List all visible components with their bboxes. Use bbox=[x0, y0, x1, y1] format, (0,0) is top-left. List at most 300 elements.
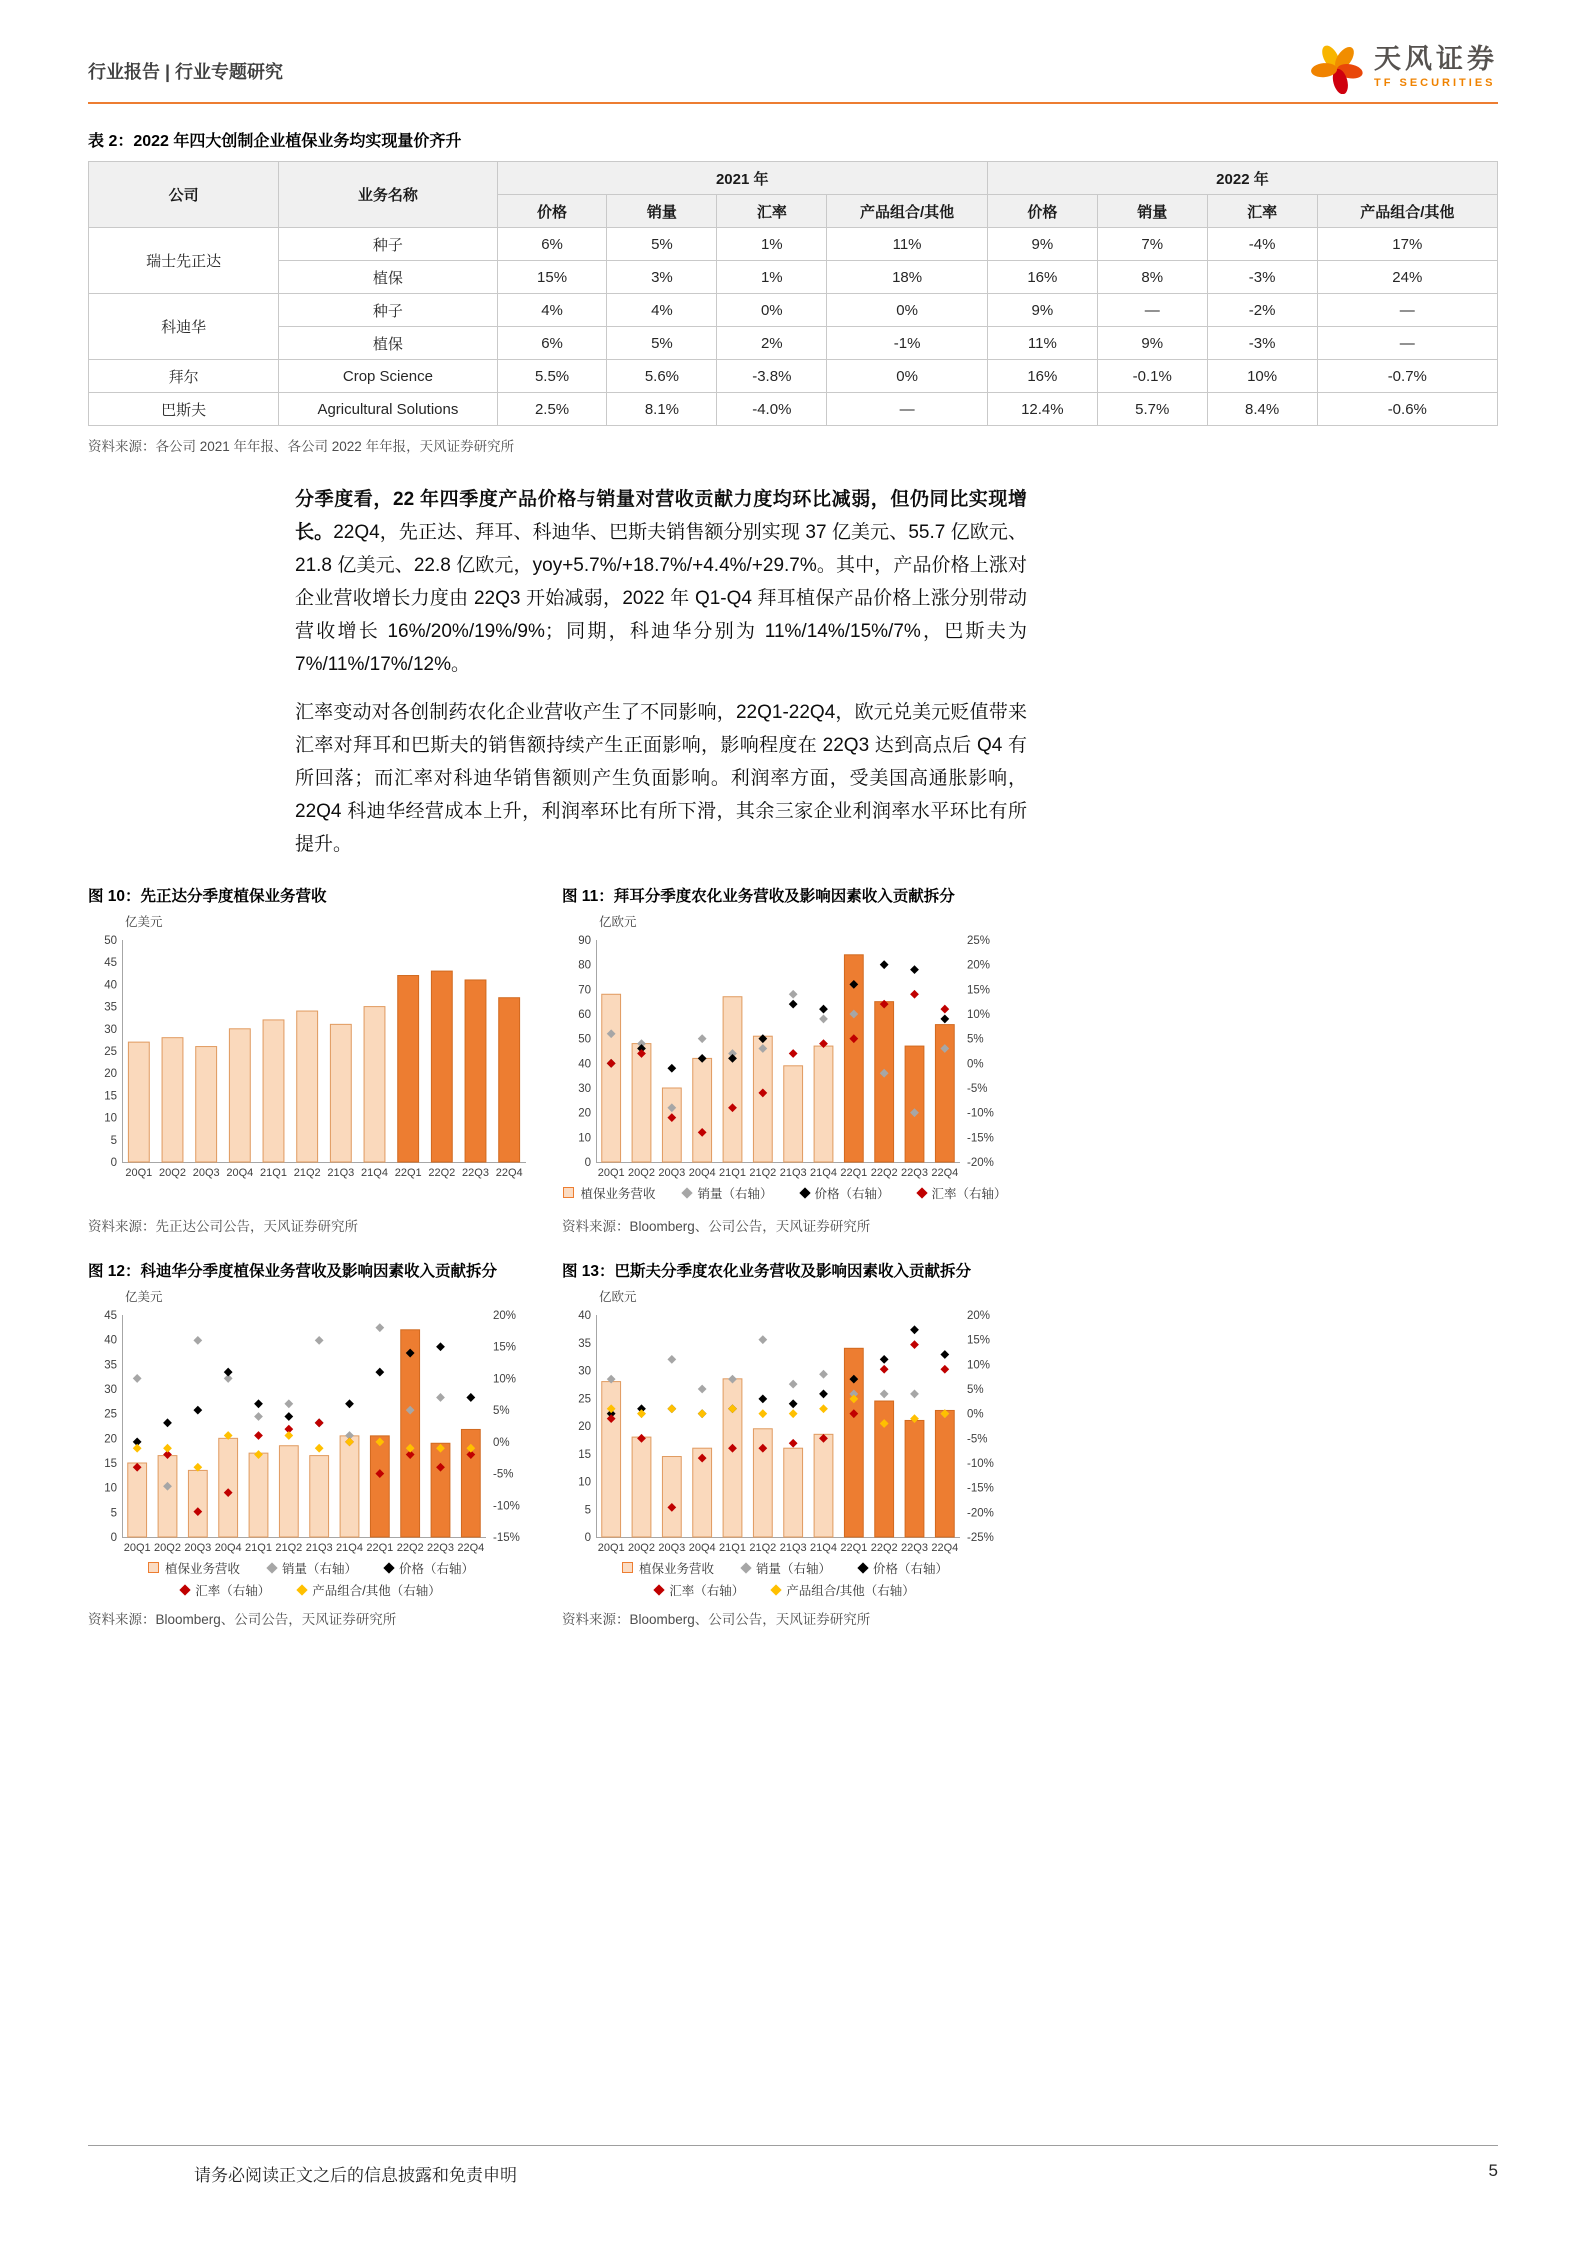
paragraph-body: 22Q4，先正达、拜耳、科迪华、巴斯夫销售额分别实现 37 亿美元、55.7 亿欧元、21.8 亿美元、22.8 亿欧元，yoy+5.7%/+18.7%/+4.4%/+29.7%。其中，产品价格上涨对企业营收增长力度由 22Q3 开始减弱，2022 年 Q1-Q4 拜耳植保产品价格上涨分别带动营收增长 16%/20%/19%/9%；同期，科迪华分别为 11%/14%/15%/7%，巴斯夫为 7%/11%/17%/12%。 bbox=[295, 522, 1027, 676]
value-cell: 4% bbox=[497, 294, 607, 327]
svg-text:21Q2: 21Q2 bbox=[293, 1166, 321, 1179]
business-cell: 种子 bbox=[279, 228, 497, 261]
legend-label: 汇率（右轴） bbox=[669, 1583, 745, 1598]
diamond-series-swatch bbox=[266, 1562, 277, 1573]
svg-text:20: 20 bbox=[104, 1432, 117, 1445]
legend-label: 植保业务营收 bbox=[638, 1561, 714, 1576]
svg-text:21Q3: 21Q3 bbox=[305, 1541, 333, 1554]
svg-text:35: 35 bbox=[104, 1001, 117, 1014]
x-axis-labels bbox=[124, 1542, 485, 1554]
svg-text:25: 25 bbox=[578, 1392, 591, 1405]
svg-text:21Q1: 21Q1 bbox=[260, 1166, 287, 1179]
value-cell: -4% bbox=[1207, 228, 1317, 261]
svg-text:22Q2: 22Q2 bbox=[396, 1541, 424, 1554]
chart-canvas bbox=[88, 1287, 534, 1557]
svg-text:20Q3: 20Q3 bbox=[658, 1541, 686, 1554]
table-row bbox=[89, 261, 1498, 294]
value-cell: 10% bbox=[1207, 360, 1317, 393]
chart-canvas bbox=[88, 912, 534, 1182]
legend-label: 价格（右轴） bbox=[873, 1561, 949, 1576]
left-axis-labels bbox=[104, 935, 117, 1169]
svg-text:15%: 15% bbox=[967, 983, 991, 996]
svg-text:0%: 0% bbox=[967, 1408, 984, 1421]
legend-item bbox=[801, 1184, 890, 1202]
x-axis-labels bbox=[598, 1542, 959, 1554]
svg-text:30: 30 bbox=[578, 1365, 591, 1378]
chart-legend-row bbox=[562, 1559, 1008, 1577]
value-cell: -0.1% bbox=[1097, 360, 1207, 393]
value-cell: 24% bbox=[1317, 261, 1497, 294]
scatter-series-0 bbox=[607, 1335, 949, 1418]
svg-text:5%: 5% bbox=[967, 1383, 984, 1396]
value-cell: 8.4% bbox=[1207, 393, 1317, 426]
value-cell: 0% bbox=[827, 294, 988, 327]
value-cell: 16% bbox=[987, 261, 1097, 294]
value-cell: — bbox=[1317, 294, 1497, 327]
value-cell: 1% bbox=[717, 261, 827, 294]
legend-label: 销量（右轴） bbox=[755, 1561, 831, 1576]
disclaimer: 请务必阅读正文之后的信息披露和免责申明 bbox=[194, 2166, 517, 2185]
value-cell: 17% bbox=[1317, 228, 1497, 261]
legend-item bbox=[655, 1581, 744, 1599]
chart-canvas bbox=[562, 1287, 1008, 1557]
chart-figure-12-corteva bbox=[88, 1259, 534, 1628]
value-cell: -1% bbox=[827, 327, 988, 360]
svg-text:30: 30 bbox=[104, 1383, 117, 1396]
svg-text:20Q4: 20Q4 bbox=[214, 1541, 242, 1554]
bar-series-swatch bbox=[148, 1562, 159, 1573]
svg-text:20Q4: 20Q4 bbox=[226, 1166, 254, 1179]
price-volume-table bbox=[88, 161, 1498, 426]
chart-legend-row bbox=[562, 1581, 1008, 1599]
svg-text:21Q2: 21Q2 bbox=[749, 1166, 777, 1179]
svg-text:21Q4: 21Q4 bbox=[810, 1166, 837, 1179]
chart-canvas bbox=[562, 912, 1008, 1182]
bar-series bbox=[128, 971, 519, 1162]
svg-text:21Q2: 21Q2 bbox=[749, 1541, 777, 1554]
col-header-price-2021: 价格 bbox=[497, 195, 607, 228]
svg-text:22Q2: 22Q2 bbox=[870, 1166, 898, 1179]
svg-text:22Q4: 22Q4 bbox=[457, 1541, 485, 1554]
svg-text:20Q2: 20Q2 bbox=[159, 1166, 186, 1179]
chart-figure-10-syngenta bbox=[88, 884, 534, 1235]
svg-text:22Q1: 22Q1 bbox=[840, 1166, 868, 1179]
col-header-2021: 2021 年 bbox=[497, 162, 987, 195]
svg-text:40: 40 bbox=[104, 1334, 117, 1347]
svg-text:20Q3: 20Q3 bbox=[192, 1166, 220, 1179]
left-axis-labels bbox=[104, 1310, 117, 1544]
svg-text:0: 0 bbox=[110, 1156, 117, 1169]
svg-text:22Q1: 22Q1 bbox=[394, 1166, 422, 1179]
value-cell: 2.5% bbox=[497, 393, 607, 426]
value-cell: 0% bbox=[717, 294, 827, 327]
report-category: 行业报告 | 行业专题研究 bbox=[88, 62, 284, 82]
legend-label: 汇率（右轴） bbox=[195, 1583, 271, 1598]
legend-item bbox=[148, 1559, 240, 1577]
chart-figure-13-basf bbox=[562, 1259, 1008, 1628]
svg-text:22Q3: 22Q3 bbox=[462, 1166, 489, 1179]
svg-text:20Q3: 20Q3 bbox=[658, 1166, 686, 1179]
value-cell: — bbox=[1097, 294, 1207, 327]
diamond-series-swatch bbox=[771, 1584, 782, 1595]
legend-item bbox=[298, 1581, 440, 1599]
table-title: 表 2：2022 年四大创制企业植保业务均实现量价齐升 bbox=[88, 133, 462, 150]
svg-text:20Q2: 20Q2 bbox=[628, 1166, 655, 1179]
axis-unit-label: 亿美元 bbox=[125, 1289, 163, 1304]
scatter-series-2 bbox=[133, 1418, 475, 1516]
value-cell: — bbox=[1317, 327, 1497, 360]
col-header-fx-2022: 汇率 bbox=[1207, 195, 1317, 228]
bar-series-swatch bbox=[622, 1562, 633, 1573]
right-axis-labels bbox=[493, 1310, 520, 1544]
svg-text:20Q1: 20Q1 bbox=[125, 1166, 153, 1179]
svg-text:20Q4: 20Q4 bbox=[688, 1541, 716, 1554]
diamond-series-swatch bbox=[857, 1562, 868, 1573]
table-row bbox=[89, 294, 1498, 327]
scatter-series-3 bbox=[607, 1394, 949, 1427]
diamond-series-swatch bbox=[916, 1187, 927, 1198]
svg-text:20: 20 bbox=[578, 1420, 591, 1433]
svg-text:45: 45 bbox=[104, 1309, 117, 1322]
scatter-series-3 bbox=[133, 1431, 475, 1472]
svg-text:5%: 5% bbox=[493, 1404, 510, 1417]
legend-item bbox=[683, 1184, 772, 1202]
col-header-fx-2021: 汇率 bbox=[717, 195, 827, 228]
svg-text:-25%: -25% bbox=[967, 1531, 994, 1544]
svg-text:21Q4: 21Q4 bbox=[361, 1166, 388, 1179]
page-header bbox=[88, 40, 1498, 104]
right-axis-labels bbox=[967, 1310, 994, 1544]
svg-text:21Q3: 21Q3 bbox=[327, 1166, 355, 1179]
svg-text:50: 50 bbox=[578, 1033, 591, 1046]
svg-text:10%: 10% bbox=[967, 1008, 991, 1021]
table-row bbox=[89, 327, 1498, 360]
value-cell: 5.7% bbox=[1097, 393, 1207, 426]
svg-text:-10%: -10% bbox=[967, 1107, 994, 1120]
legend-label: 植保业务营收 bbox=[580, 1186, 656, 1201]
value-cell: -4.0% bbox=[717, 393, 827, 426]
svg-text:10: 10 bbox=[578, 1476, 591, 1489]
chart-legend-row bbox=[88, 1581, 534, 1599]
svg-text:30: 30 bbox=[104, 1023, 117, 1036]
chart-plot-bayer bbox=[562, 912, 1008, 1182]
paragraph-lead-bold: 分季度看，22 年四季度产品价格与销量对营收贡献力度均环比减弱，但仍同比实现增长。 bbox=[295, 489, 1027, 544]
svg-text:21Q1: 21Q1 bbox=[245, 1541, 272, 1554]
scatter-series-2 bbox=[607, 989, 949, 1136]
svg-text:21Q4: 21Q4 bbox=[336, 1541, 363, 1554]
svg-text:10%: 10% bbox=[967, 1358, 991, 1371]
chart-source: 资料来源：Bloomberg、公司公告，天风证券研究所 bbox=[88, 1611, 397, 1627]
svg-text:22Q3: 22Q3 bbox=[901, 1541, 928, 1554]
diamond-series-swatch bbox=[297, 1584, 308, 1595]
axis-unit-label: 亿欧元 bbox=[599, 1289, 637, 1304]
svg-text:20Q2: 20Q2 bbox=[154, 1541, 181, 1554]
paragraph-quarter-summary bbox=[295, 483, 1027, 681]
svg-text:-5%: -5% bbox=[967, 1082, 988, 1095]
chart-legend bbox=[88, 1184, 534, 1206]
svg-text:21Q3: 21Q3 bbox=[779, 1541, 807, 1554]
company-cell: 拜尔 bbox=[89, 360, 279, 393]
svg-text:10: 10 bbox=[104, 1112, 117, 1125]
left-axis-labels bbox=[578, 935, 591, 1169]
chart-source: 资料来源：Bloomberg、公司公告，天风证券研究所 bbox=[562, 1611, 871, 1627]
company-cell: 巴斯夫 bbox=[89, 393, 279, 426]
legend-item bbox=[181, 1581, 270, 1599]
table-row bbox=[89, 393, 1498, 426]
chart-figure-11-bayer bbox=[562, 884, 1008, 1235]
diamond-series-swatch bbox=[654, 1584, 665, 1595]
svg-text:15%: 15% bbox=[967, 1334, 991, 1347]
scatter-series-1 bbox=[133, 1342, 475, 1446]
col-header-mix-2022: 产品组合/其他 bbox=[1317, 195, 1497, 228]
svg-text:15%: 15% bbox=[493, 1341, 517, 1354]
scatter-series-2 bbox=[607, 1340, 949, 1512]
svg-text:30: 30 bbox=[578, 1082, 591, 1095]
table-header-row bbox=[89, 162, 1498, 195]
chart-source: 资料来源：Bloomberg、公司公告，天风证券研究所 bbox=[562, 1218, 871, 1234]
svg-text:15: 15 bbox=[104, 1457, 117, 1470]
diamond-series-swatch bbox=[383, 1562, 394, 1573]
svg-text:21Q1: 21Q1 bbox=[719, 1166, 746, 1179]
table-row bbox=[89, 228, 1498, 261]
svg-text:22Q2: 22Q2 bbox=[428, 1166, 456, 1179]
paragraph-fx-impact bbox=[295, 696, 1027, 861]
svg-text:5: 5 bbox=[584, 1503, 591, 1516]
brand-name-cn: 天风证券 bbox=[1374, 43, 1498, 74]
svg-text:22Q4: 22Q4 bbox=[931, 1541, 959, 1554]
value-cell: 5.5% bbox=[497, 360, 607, 393]
value-cell: 5% bbox=[607, 327, 717, 360]
svg-text:20%: 20% bbox=[493, 1309, 517, 1322]
svg-text:20Q1: 20Q1 bbox=[123, 1541, 151, 1554]
chart-legend bbox=[562, 1184, 1008, 1206]
diamond-series-swatch bbox=[180, 1584, 191, 1595]
value-cell: 9% bbox=[987, 228, 1097, 261]
value-cell: 4% bbox=[607, 294, 717, 327]
value-cell: 5.6% bbox=[607, 360, 717, 393]
col-header-business: 业务名称 bbox=[279, 162, 497, 228]
legend-label: 价格（右轴） bbox=[399, 1561, 475, 1576]
chart-legend bbox=[562, 1559, 1008, 1599]
chart-legend-row bbox=[562, 1184, 1008, 1202]
svg-text:0: 0 bbox=[584, 1156, 591, 1169]
col-header-volume-2022: 销量 bbox=[1097, 195, 1207, 228]
axis-unit-label: 亿美元 bbox=[125, 914, 163, 929]
svg-text:-10%: -10% bbox=[967, 1457, 994, 1470]
value-cell: 18% bbox=[827, 261, 988, 294]
svg-text:20Q1: 20Q1 bbox=[597, 1541, 625, 1554]
svg-text:25: 25 bbox=[104, 1045, 117, 1058]
value-cell: -3% bbox=[1207, 327, 1317, 360]
svg-text:0: 0 bbox=[584, 1531, 591, 1544]
svg-text:0: 0 bbox=[110, 1531, 117, 1544]
svg-text:22Q4: 22Q4 bbox=[495, 1166, 523, 1179]
value-cell: 1% bbox=[717, 228, 827, 261]
legend-item bbox=[385, 1559, 474, 1577]
value-cell: 6% bbox=[497, 327, 607, 360]
svg-text:22Q1: 22Q1 bbox=[840, 1541, 868, 1554]
svg-text:-20%: -20% bbox=[967, 1156, 994, 1169]
svg-text:80: 80 bbox=[578, 959, 591, 972]
svg-text:15: 15 bbox=[104, 1089, 117, 1102]
brand-logo bbox=[1310, 40, 1498, 94]
svg-text:-20%: -20% bbox=[967, 1506, 994, 1519]
business-cell: Agricultural Solutions bbox=[279, 393, 497, 426]
diamond-series-swatch bbox=[682, 1187, 693, 1198]
value-cell: 2% bbox=[717, 327, 827, 360]
svg-text:21Q3: 21Q3 bbox=[779, 1166, 807, 1179]
svg-text:20Q2: 20Q2 bbox=[628, 1541, 655, 1554]
bar-series bbox=[602, 954, 954, 1161]
diamond-series-swatch bbox=[740, 1562, 751, 1573]
svg-text:25%: 25% bbox=[967, 934, 991, 947]
chart-plot-corteva bbox=[88, 1287, 534, 1557]
value-cell: 6% bbox=[497, 228, 607, 261]
table-row bbox=[89, 360, 1498, 393]
svg-text:-5%: -5% bbox=[967, 1432, 988, 1445]
svg-text:90: 90 bbox=[578, 934, 591, 947]
legend-label: 植保业务营收 bbox=[164, 1561, 240, 1576]
chart-plot-basf bbox=[562, 1287, 1008, 1557]
value-cell: 16% bbox=[987, 360, 1097, 393]
legend-label: 产品组合/其他（右轴） bbox=[312, 1583, 441, 1598]
col-header-price-2022: 价格 bbox=[987, 195, 1097, 228]
svg-text:20Q4: 20Q4 bbox=[688, 1166, 716, 1179]
value-cell: 15% bbox=[497, 261, 607, 294]
svg-text:20%: 20% bbox=[967, 959, 991, 972]
svg-text:20: 20 bbox=[578, 1107, 591, 1120]
svg-text:5%: 5% bbox=[967, 1033, 984, 1046]
svg-text:10: 10 bbox=[104, 1482, 117, 1495]
analysis-text bbox=[295, 483, 1027, 862]
diamond-series-swatch bbox=[799, 1187, 810, 1198]
brand-text bbox=[1374, 45, 1498, 90]
value-cell: -3.8% bbox=[717, 360, 827, 393]
business-cell: 植保 bbox=[279, 327, 497, 360]
legend-item bbox=[772, 1581, 914, 1599]
value-cell: -2% bbox=[1207, 294, 1317, 327]
svg-text:21Q1: 21Q1 bbox=[719, 1541, 746, 1554]
value-cell: 0% bbox=[827, 360, 988, 393]
bar-series bbox=[602, 1348, 954, 1537]
business-cell: Crop Science bbox=[279, 360, 497, 393]
chart-plot-syngenta bbox=[88, 912, 534, 1182]
svg-text:-15%: -15% bbox=[967, 1482, 994, 1495]
scatter-series-1 bbox=[607, 960, 949, 1072]
right-axis-labels bbox=[967, 935, 994, 1169]
col-header-2022: 2022 年 bbox=[987, 162, 1497, 195]
value-cell: 11% bbox=[987, 327, 1097, 360]
svg-text:60: 60 bbox=[578, 1008, 591, 1021]
value-cell: 9% bbox=[987, 294, 1097, 327]
value-cell: 7% bbox=[1097, 228, 1207, 261]
chart-title: 图 10：先正达分季度植保业务营收 bbox=[88, 887, 327, 905]
legend-item bbox=[859, 1559, 948, 1577]
value-cell: -3% bbox=[1207, 261, 1317, 294]
legend-item bbox=[918, 1184, 1007, 1202]
svg-text:20Q1: 20Q1 bbox=[597, 1166, 625, 1179]
legend-item bbox=[742, 1559, 831, 1577]
svg-text:21Q4: 21Q4 bbox=[810, 1541, 837, 1554]
x-axis-labels bbox=[598, 1167, 959, 1179]
svg-text:21Q2: 21Q2 bbox=[275, 1541, 303, 1554]
svg-text:45: 45 bbox=[104, 956, 117, 969]
table-source: 资料来源：各公司 2021 年年报、各公司 2022 年年报，天风证券研究所 bbox=[88, 439, 515, 454]
svg-text:0%: 0% bbox=[493, 1436, 510, 1449]
svg-text:0%: 0% bbox=[967, 1057, 984, 1070]
page-footer bbox=[88, 2145, 1498, 2186]
svg-text:-15%: -15% bbox=[967, 1131, 994, 1144]
svg-text:35: 35 bbox=[578, 1337, 591, 1350]
paragraph-body: 汇率变动对各创制药农化企业营收产生了不同影响，22Q1-22Q4，欧元兑美元贬值带来汇率对拜耳和巴斯夫的销售额持续产生正面影响，影响程度在 22Q3 达到高点后 Q4 有所回落；而汇率对科迪华销售额则产生负面影响。利润率方面，受美国高通胀影响，22Q4 科迪华经营成本上升，利润率环比有所下滑，其余三家企业利润率水平环比有所提升。 bbox=[295, 702, 1027, 856]
svg-text:22Q1: 22Q1 bbox=[366, 1541, 394, 1554]
value-cell: 12.4% bbox=[987, 393, 1097, 426]
col-header-company: 公司 bbox=[89, 162, 279, 228]
value-cell: -0.7% bbox=[1317, 360, 1497, 393]
svg-text:5: 5 bbox=[110, 1506, 117, 1519]
business-cell: 植保 bbox=[279, 261, 497, 294]
svg-text:15: 15 bbox=[578, 1448, 591, 1461]
svg-text:5: 5 bbox=[110, 1134, 117, 1147]
charts-grid bbox=[88, 884, 1498, 1652]
svg-text:40: 40 bbox=[578, 1309, 591, 1322]
company-cell: 瑞士先正达 bbox=[89, 228, 279, 294]
svg-text:20Q3: 20Q3 bbox=[184, 1541, 212, 1554]
page-number: 5 bbox=[1488, 2161, 1498, 2180]
left-axis-labels bbox=[578, 1310, 591, 1544]
bar-series-swatch bbox=[563, 1187, 574, 1198]
scatter-series-1 bbox=[607, 1325, 949, 1418]
svg-text:10%: 10% bbox=[493, 1372, 517, 1385]
svg-text:-15%: -15% bbox=[493, 1531, 520, 1544]
svg-text:10: 10 bbox=[578, 1131, 591, 1144]
svg-text:35: 35 bbox=[104, 1358, 117, 1371]
value-cell: — bbox=[827, 393, 988, 426]
scatter-series-0 bbox=[133, 1323, 475, 1490]
svg-text:20%: 20% bbox=[967, 1309, 991, 1322]
svg-text:-5%: -5% bbox=[493, 1468, 514, 1481]
value-cell: 3% bbox=[607, 261, 717, 294]
col-header-volume-2021: 销量 bbox=[607, 195, 717, 228]
company-cell: 科迪华 bbox=[89, 294, 279, 360]
svg-text:70: 70 bbox=[578, 983, 591, 996]
svg-text:-10%: -10% bbox=[493, 1499, 520, 1512]
business-cell: 种子 bbox=[279, 294, 497, 327]
svg-text:22Q3: 22Q3 bbox=[901, 1166, 928, 1179]
bar-series bbox=[128, 1329, 480, 1536]
legend-item bbox=[563, 1184, 655, 1202]
svg-text:22Q2: 22Q2 bbox=[870, 1541, 898, 1554]
brand-name-en: TF SECURITIES bbox=[1374, 77, 1496, 90]
chart-legend-row bbox=[88, 1559, 534, 1577]
value-cell: 8.1% bbox=[607, 393, 717, 426]
svg-text:20: 20 bbox=[104, 1067, 117, 1080]
scatter-series-0 bbox=[607, 989, 949, 1116]
value-cell: 9% bbox=[1097, 327, 1207, 360]
svg-text:40: 40 bbox=[578, 1057, 591, 1070]
value-cell: 8% bbox=[1097, 261, 1207, 294]
legend-label: 价格（右轴） bbox=[814, 1186, 890, 1201]
value-cell: -0.6% bbox=[1317, 393, 1497, 426]
col-header-mix-2021: 产品组合/其他 bbox=[827, 195, 988, 228]
x-axis-labels bbox=[125, 1167, 522, 1179]
tf-flower-icon bbox=[1310, 40, 1364, 94]
value-cell: 5% bbox=[607, 228, 717, 261]
legend-label: 产品组合/其他（右轴） bbox=[786, 1583, 915, 1598]
chart-legend bbox=[88, 1559, 534, 1599]
chart-title: 图 12：科迪华分季度植保业务营收及影响因素收入贡献拆分 bbox=[88, 1262, 498, 1280]
legend-item bbox=[268, 1559, 357, 1577]
